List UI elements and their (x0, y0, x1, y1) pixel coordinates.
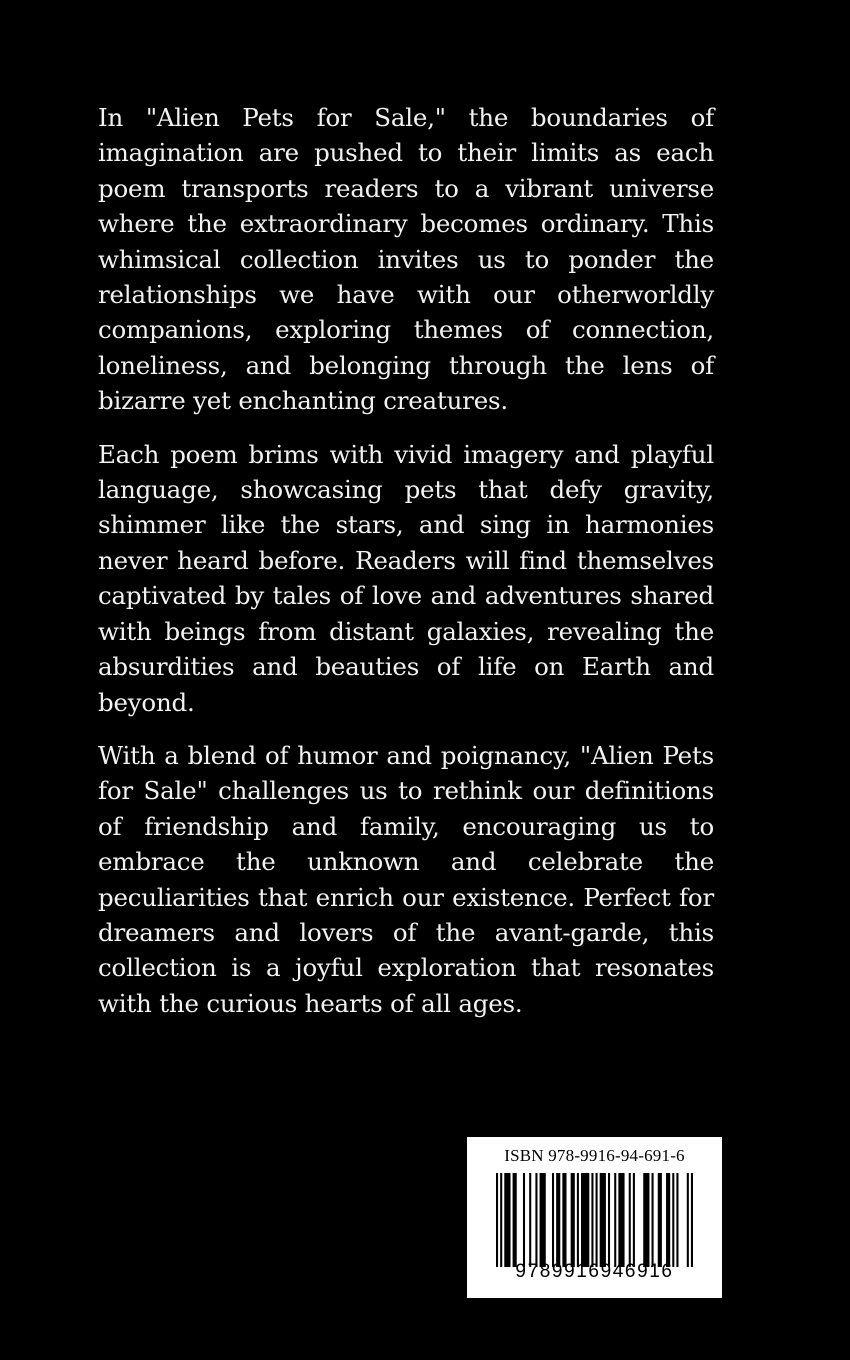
blurb-paragraph-2: Each poem brims with vivid imagery and playful language, showcasing pets that defy gravity, shimmer like the stars, and sing in harmonies never heard before. Readers will find themselves captivated by tales of love and adventures shared with beings from distant galaxies, revealing the absurdities and beauties of life on Earth and beyond. (98, 439, 714, 717)
barcode-bar (596, 1173, 598, 1267)
barcode-bar (652, 1173, 654, 1267)
barcode-bar (577, 1173, 579, 1267)
barcode-bar (643, 1173, 649, 1267)
barcode-bar (608, 1173, 610, 1267)
barcode-number: 9789916946916 (515, 1261, 674, 1282)
isbn-label: ISBN 978-9916-94-691-6 (504, 1146, 685, 1165)
blurb-paragraph-1: In "Alien Pets for Sale," the boundaries of imagination are pushed to their limits as each poem transports readers to a vibrant universe where the extraordinary becomes ordinary. This whimsical collection invites us to ponder the relationships we have with our otherworldly companions, exploring themes of connection, loneliness, and belonging through the lens of bizarre yet enchanting creatures. (98, 103, 714, 416)
barcode-bar (500, 1173, 502, 1267)
barcode-bar (523, 1173, 525, 1267)
back-cover-blurb (98, 100, 714, 1039)
barcode-bar (676, 1173, 678, 1267)
barcode-bar (529, 1173, 531, 1267)
blurb-paragraph-3: With a blend of humor and poignancy, "Alien Pets for Sale" challenges us to rethink our definitions of friendship and family, encouraging us to embrace the unknown and celebrate the peculiarities that enrich our existence. Perfect for dreamers and lovers of the avant-garde, this collection is a joyful exploration that resonates with the curious hearts of all ages. (98, 740, 714, 1018)
barcode-bar (600, 1173, 606, 1267)
barcode-bar (562, 1173, 566, 1267)
barcode-bar (504, 1173, 510, 1267)
barcode-bar (571, 1173, 575, 1267)
barcode-bar (658, 1173, 662, 1267)
barcode-bar (618, 1173, 624, 1267)
barcode-bar (581, 1173, 589, 1267)
barcode-bar (591, 1173, 593, 1267)
isbn-barcode-box (467, 1137, 722, 1298)
barcode-bar (687, 1173, 689, 1267)
barcode-bar (672, 1173, 674, 1267)
barcode-bar (614, 1173, 616, 1267)
barcode-bar (552, 1173, 554, 1267)
barcode-bar (513, 1173, 517, 1267)
barcode-bar (691, 1173, 693, 1267)
barcode-bar (556, 1173, 560, 1267)
barcode-bar (535, 1173, 537, 1267)
barcode-bar (540, 1173, 546, 1267)
barcode-bar (633, 1173, 635, 1267)
barcode-bar (666, 1173, 670, 1267)
barcode-icon (496, 1173, 693, 1267)
barcode-bar (629, 1173, 631, 1267)
barcode-bar (496, 1173, 498, 1267)
